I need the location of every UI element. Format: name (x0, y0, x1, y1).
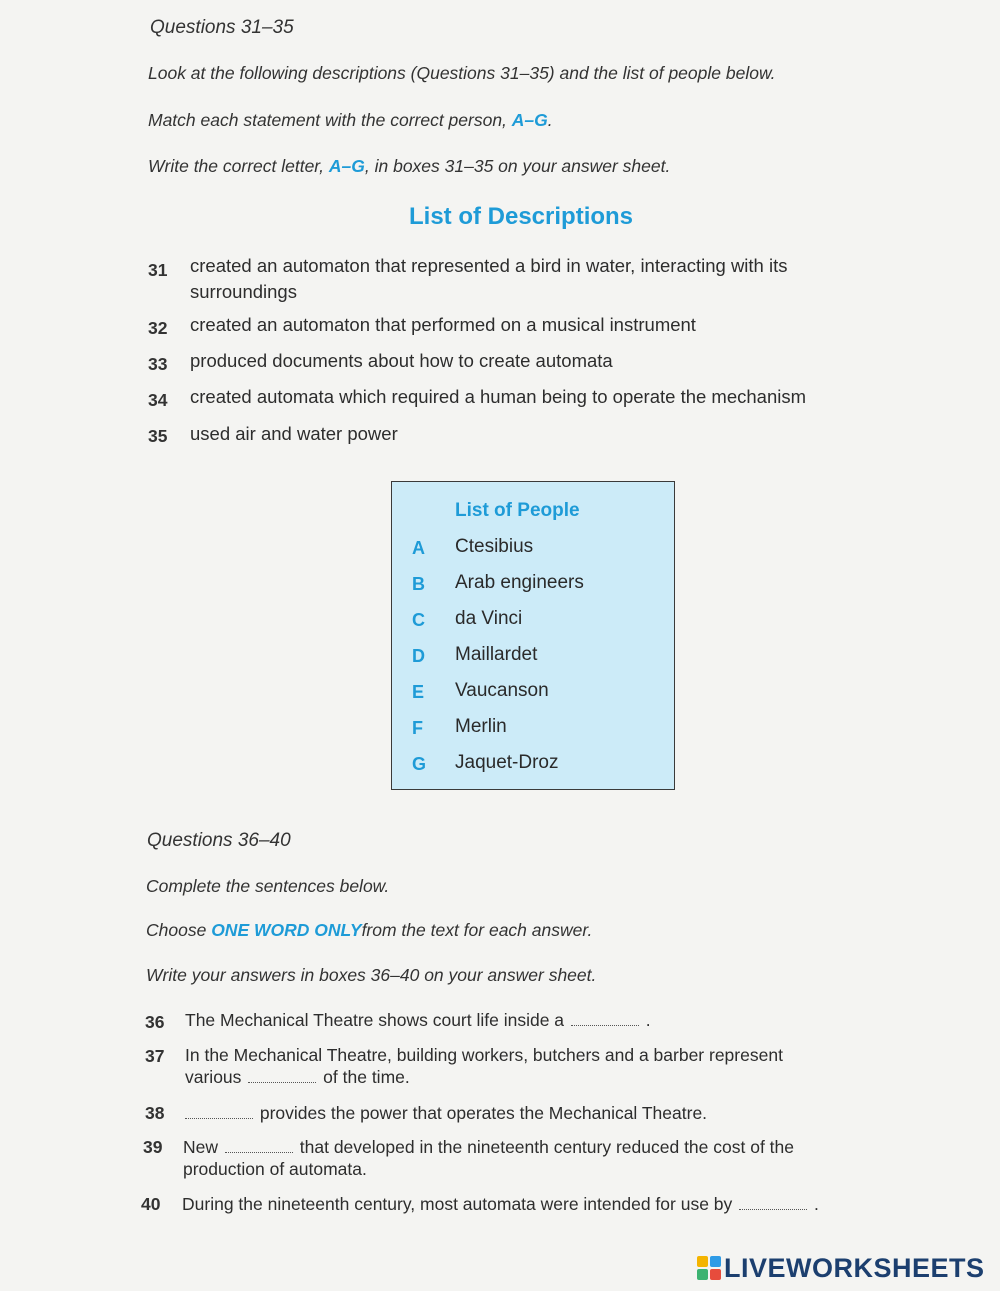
sentence-text: In the Mechanical Theatre, building workers, butchers and a barber represent (185, 1045, 783, 1065)
instruction-text: from the text for each answer. (361, 920, 593, 940)
sentence-part: The Mechanical Theatre shows court life inside a (185, 1010, 565, 1030)
person-letter: E (412, 682, 425, 702)
descriptions-title: List of Descriptions (409, 203, 634, 230)
description-number: 34 (148, 390, 168, 410)
liveworksheets-logo-icon (697, 1256, 721, 1280)
description-number: 31 (148, 260, 168, 280)
person-row (392, 714, 674, 744)
person-row (392, 750, 674, 780)
section1-instruction-3 (148, 156, 670, 177)
liveworksheets-logo-text: LIVEWORKSHEETS (724, 1253, 985, 1283)
person-letter: D (412, 646, 425, 666)
sentence-text (185, 1010, 651, 1031)
answer-blank-38[interactable] (185, 1104, 253, 1119)
sentence-number: 38 (145, 1103, 165, 1123)
section2-instruction-2 (146, 920, 592, 941)
sentence-text-continued: production of automata. (183, 1159, 367, 1179)
sentence-part: . (814, 1194, 819, 1214)
sentence-part: of the time. (323, 1067, 410, 1087)
instruction-text: . (547, 110, 553, 130)
sentence-number: 39 (143, 1137, 163, 1157)
description-text-continued: surroundings (190, 281, 297, 302)
people-list-box (391, 481, 675, 790)
answer-blank-39[interactable] (225, 1138, 293, 1153)
letter-range-highlight: A–G (511, 110, 548, 130)
person-row (392, 606, 674, 636)
person-name: da Vinci (455, 608, 523, 629)
instruction-text: Write the correct letter, (148, 156, 329, 176)
instruction-text: , in boxes 31–35 on your answer sheet. (364, 156, 671, 176)
sentence-number: 40 (141, 1194, 161, 1214)
description-text: used air and water power (190, 423, 398, 444)
section2-heading: Questions 36–40 (147, 830, 291, 851)
instruction-text: Choose (146, 920, 212, 940)
person-name: Jaquet-Droz (455, 752, 559, 773)
person-name: Merlin (455, 716, 507, 737)
sentence-text (183, 1137, 794, 1158)
sentence-part: During the nineteenth century, most automata were intended for use by (182, 1194, 733, 1214)
person-row (392, 534, 674, 564)
sentence-text (182, 1194, 819, 1215)
sentence-part: that developed in the nineteenth century reduced the cost of the (299, 1137, 795, 1157)
sentence-part: provides the power that operates the Mechanical Theatre. (259, 1103, 708, 1123)
person-name: Vaucanson (455, 680, 549, 701)
description-text: created an automaton that represented a bird in water, interacting with its (190, 255, 788, 276)
answer-blank-37[interactable] (248, 1068, 316, 1083)
word-limit-highlight: ONE WORD ONLY (211, 920, 362, 940)
description-number: 32 (148, 318, 168, 338)
people-list-title: List of People (455, 500, 580, 521)
person-letter: B (412, 574, 425, 594)
person-name: Ctesibius (455, 536, 534, 557)
section2-instruction-1: Complete the sentences below. (146, 876, 390, 896)
letter-range-highlight: A–G (328, 156, 365, 176)
sentence-text-continued (185, 1067, 410, 1088)
person-letter: A (412, 538, 425, 558)
person-row (392, 678, 674, 708)
person-name: Maillardet (455, 644, 538, 665)
sentence-text (183, 1103, 707, 1124)
sentence-part: . (645, 1010, 651, 1030)
section1-heading: Questions 31–35 (150, 17, 294, 38)
sentence-number: 37 (145, 1046, 165, 1066)
section2-instruction-3: Write your answers in boxes 36–40 on your answer sheet. (146, 965, 597, 985)
person-name: Arab engineers (455, 572, 584, 593)
description-text: created an automaton that performed on a musical instrument (190, 314, 696, 335)
answer-blank-40[interactable] (739, 1195, 807, 1210)
person-letter: F (412, 718, 423, 738)
sentence-part: various (185, 1067, 242, 1087)
description-number: 35 (148, 426, 168, 446)
sentence-number: 36 (145, 1012, 165, 1032)
section1-instruction-1: Look at the following descriptions (Questions 31–35) and the list of people below. (148, 63, 776, 83)
person-row (392, 570, 674, 600)
description-text: created automata which required a human being to operate the mechanism (190, 386, 807, 407)
description-number: 33 (148, 354, 168, 374)
person-letter: G (412, 754, 427, 774)
description-text: produced documents about how to create automata (190, 350, 613, 371)
sentence-part: New (183, 1137, 219, 1157)
answer-blank-36[interactable] (571, 1011, 639, 1026)
instruction-text: Match each statement with the correct person, (148, 110, 512, 130)
section1-instruction-2 (148, 110, 553, 131)
person-row (392, 642, 674, 672)
person-letter: C (412, 610, 425, 630)
